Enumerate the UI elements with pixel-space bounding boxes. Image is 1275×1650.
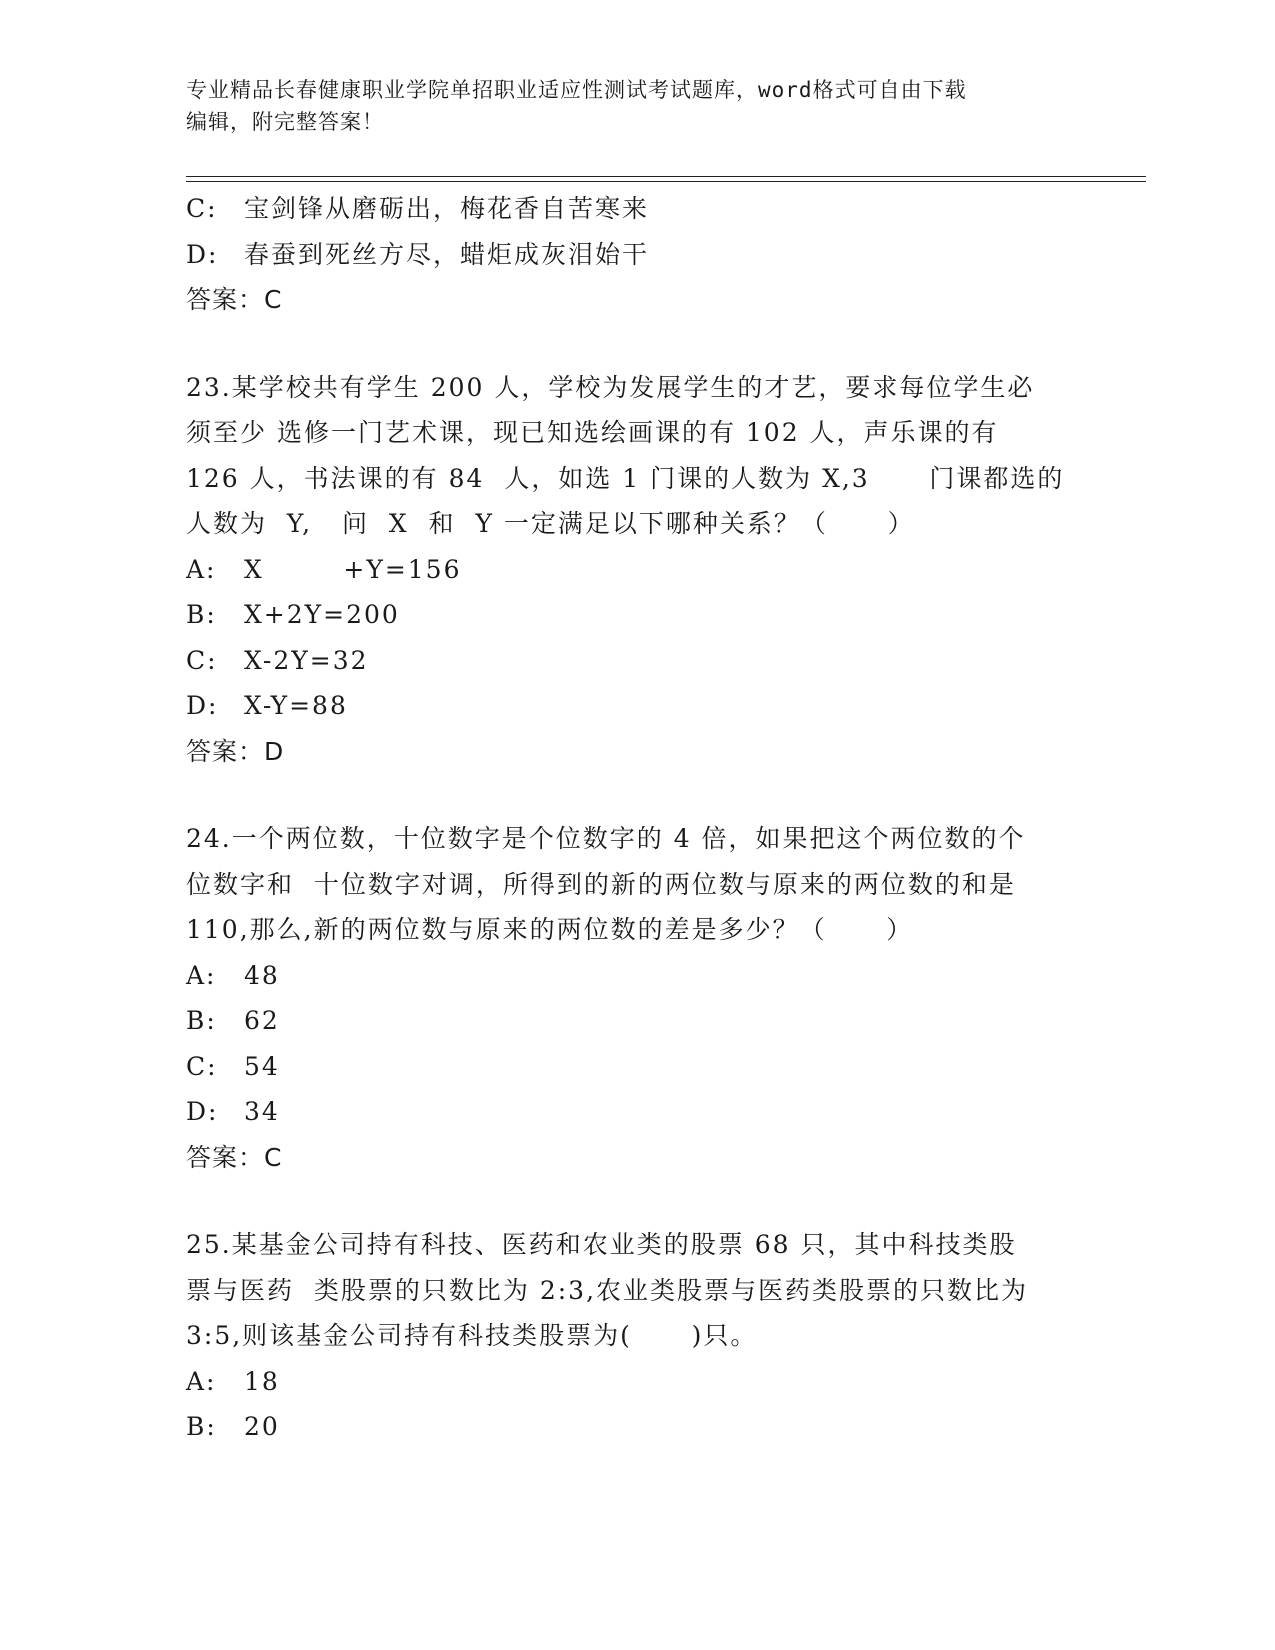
question-23 [186,365,1086,775]
option-d: D: X-Y=88 [186,691,348,720]
question-text-line: 23.某学校共有学生 200 人，学校为发展学生的才艺，要求每位学生必 [186,372,1035,402]
document-body [186,186,1086,1450]
question-text-line: 126 人，书法课的有 84 人，如选 1 门课的人数为 X,3 门课都选的 [186,463,1065,493]
option-a: A: 18 [186,1366,280,1396]
question-text-line: 须至少 选修一门艺术课，现已知选绘画课的有 102 人，声乐课的有 [186,418,999,447]
option-b: B: 20 [186,1412,280,1441]
option-d: D: 34 [186,1097,280,1126]
option-d: D: 春蚕到死丝方尽，蜡炬成灰泪始干 [186,239,650,269]
answer-line: 答案：C [186,1142,283,1172]
question-text-line: 110,那么,新的两位数与原来的两位数的差是多少？（ ） [186,915,914,944]
header-divider-bottom [186,181,1146,182]
question-text-line: 25.某基金公司持有科技、医药和农业类的股票 68 只，其中科技类股 [186,1230,1017,1259]
question-24 [186,816,1086,1180]
header-divider-top [186,176,1146,177]
option-b: B: X+2Y=200 [186,600,400,629]
page-header [186,74,1086,138]
answer-line: 答案：C [186,285,283,314]
header-line-2: 编辑，附完整答案！ [186,110,384,134]
option-c: C: X-2Y=32 [186,645,369,675]
option-a: A: X +Y=156 [186,554,462,584]
question-text-line: 3:5,则该基金公司持有科技类股票为( )只。 [186,1321,758,1350]
question-text-line: 位数字和 十位数字对调，所得到的新的两位数与原来的两位数的和是 [186,869,1016,899]
answer-line: 答案：D [186,736,285,766]
header-line-1: 专业精品长春健康职业学院单招职业适应性测试考试题库，word格式可自由下载 [186,78,967,102]
option-b: B: 62 [186,1006,280,1035]
option-c: C: 54 [186,1051,280,1081]
question-text-line: 票与医药 类股票的只数比为 2:3,农业类股票与医药类股票的只数比为 [186,1275,1029,1305]
question-22-tail [186,186,1086,323]
option-a: A: 48 [186,960,280,990]
question-text-line: 人数为 Y, 问 X 和 Y 一定满足以下哪种关系？（ ） [186,509,915,538]
question-25 [186,1222,1086,1450]
question-text-line: 24.一个两位数，十位数字是个位数字的 4 倍，如果把这个两位数的个 [186,824,1026,853]
option-c: C: 宝剑锋从磨砺出，梅花香自苦寒来 [186,194,650,223]
